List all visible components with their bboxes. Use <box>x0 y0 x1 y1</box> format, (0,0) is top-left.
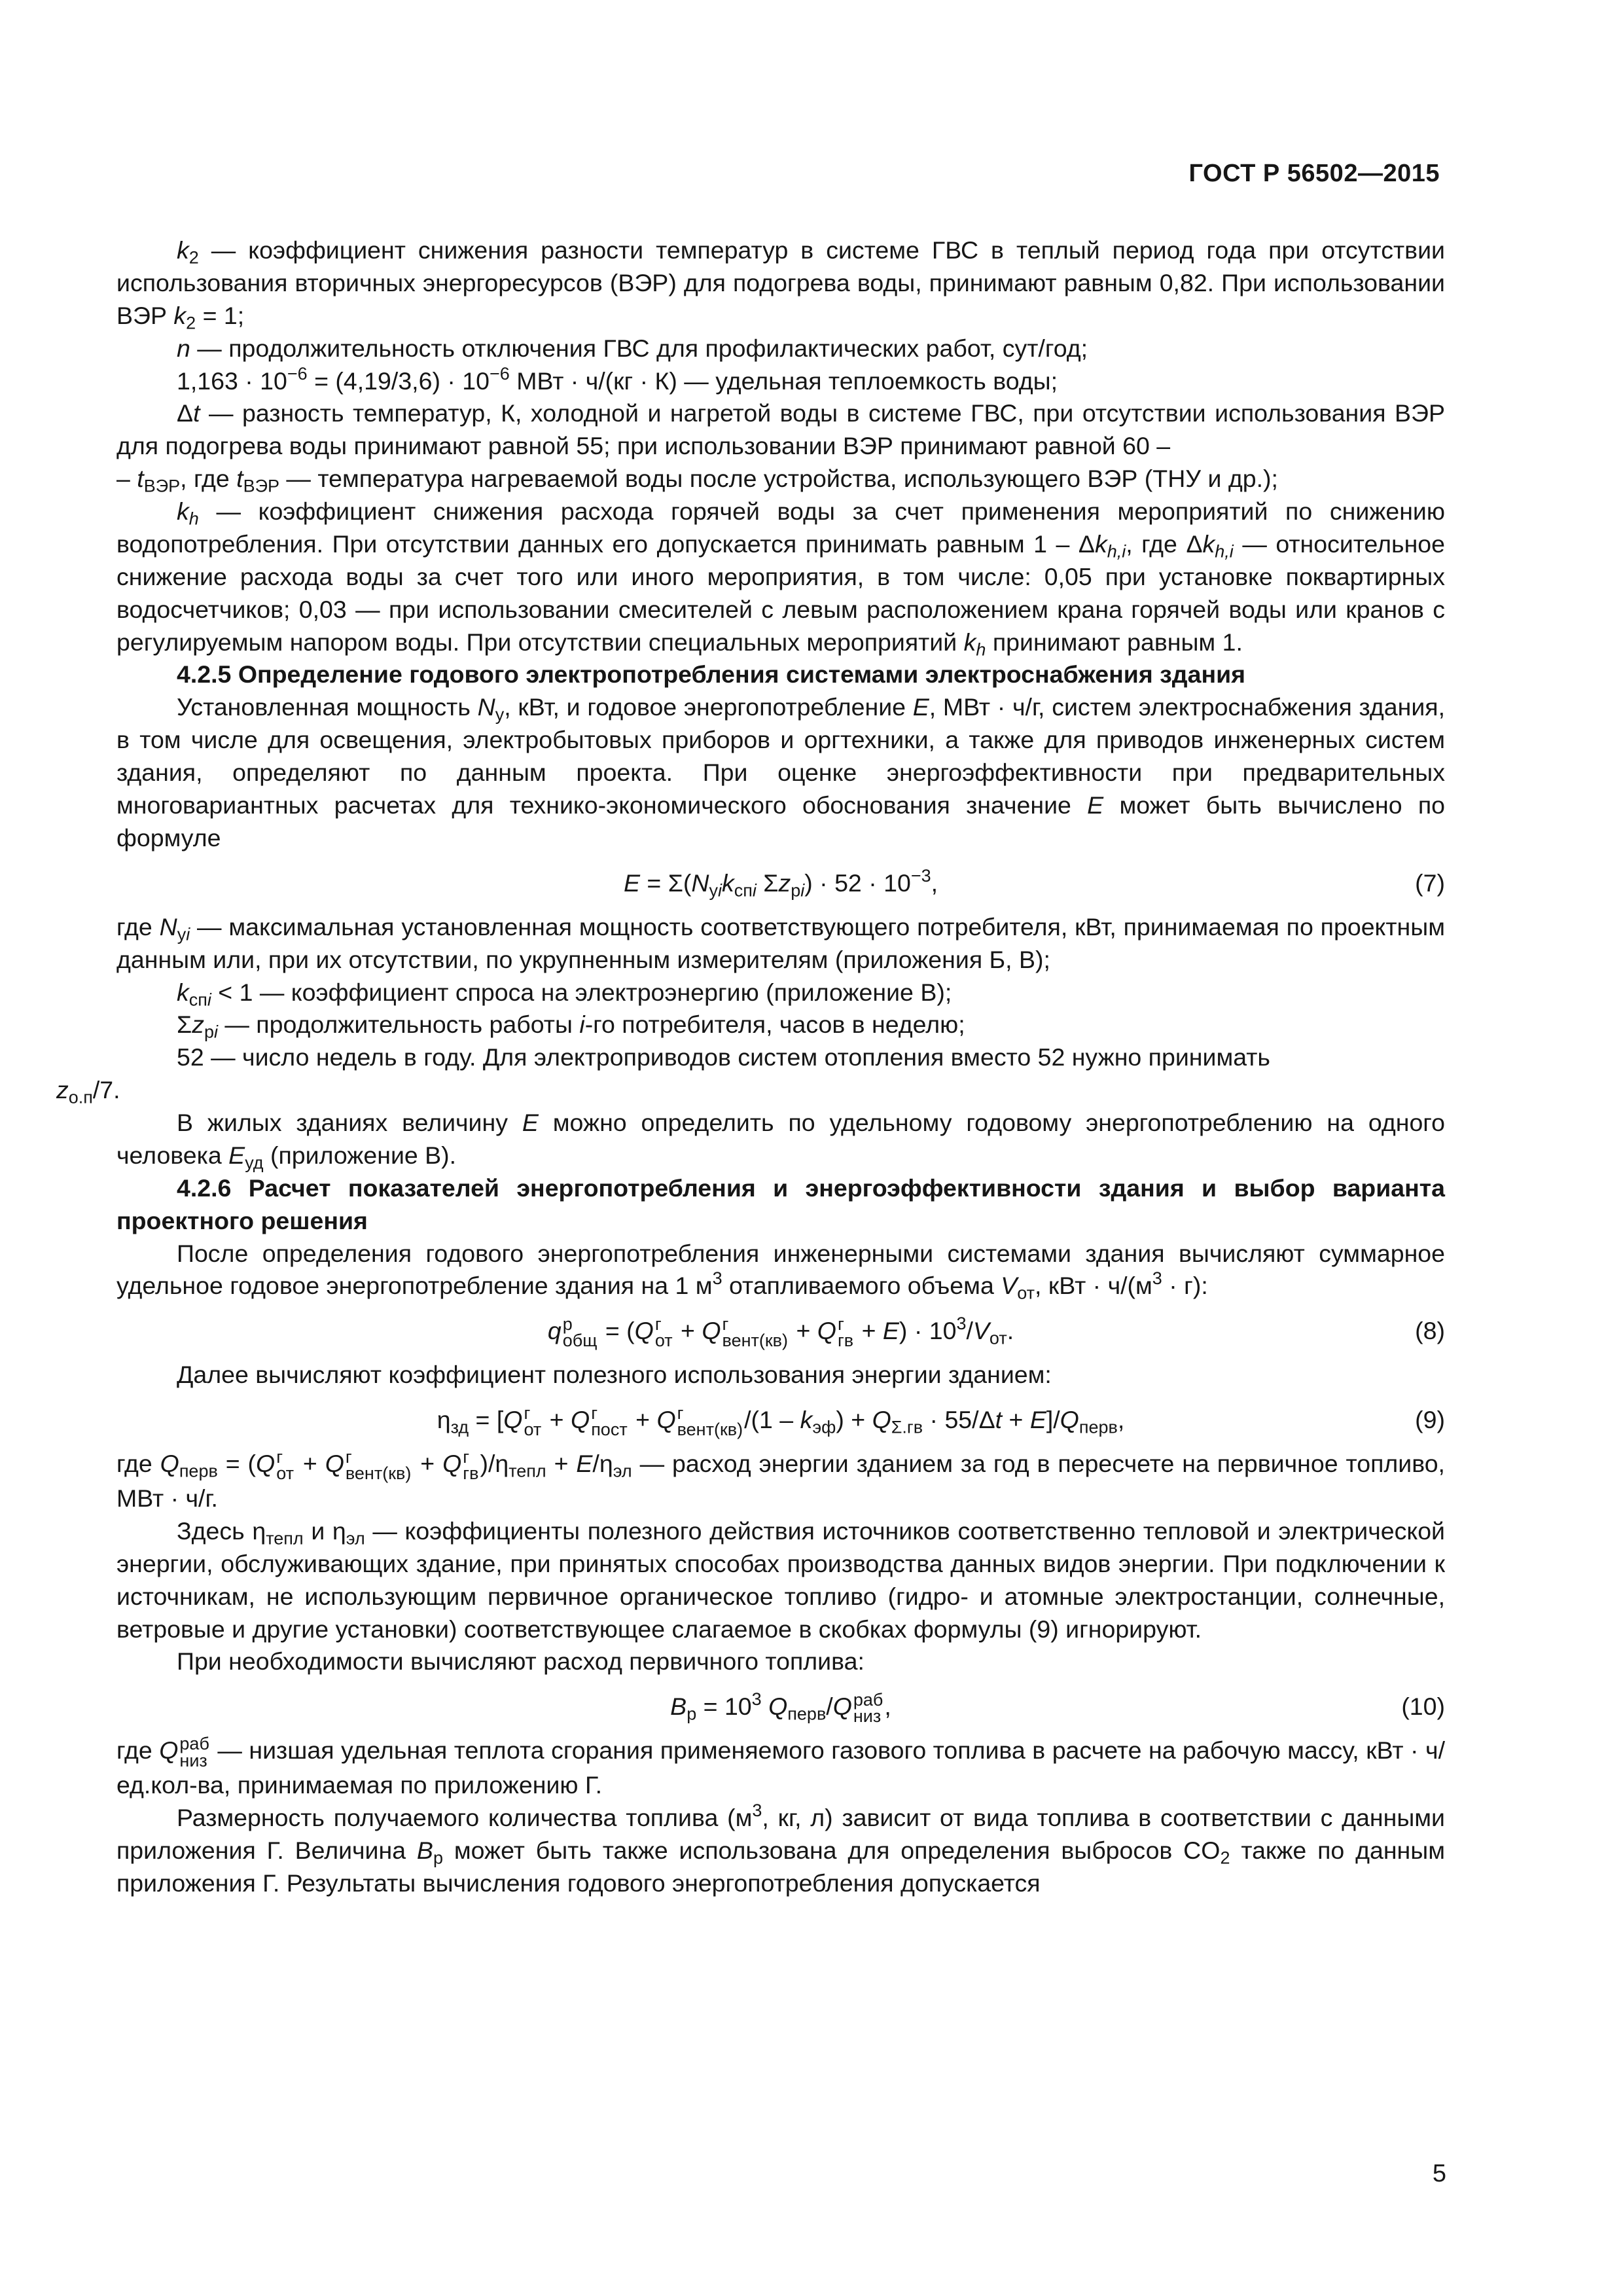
page-number: 5 <box>1432 2160 1446 2187</box>
paragraph-qniz: где Q раб низ — низшая удельная теплота сгорания применяемого газового топлива в расчете на рабочую массу, кВт · ч/ед.кол-ва, принимаемая по приложению Г. <box>116 1733 1445 1799</box>
qniz-b: — низшая удельная теплота сгорания применяемого газового топлива в расчете на рабочую массу, кВт · ч/ед.кол-ва, принимаемая по приложению Г. <box>116 1736 1445 1799</box>
k2-text: — коэффициент снижения разности температур в системе ГВС в теплый период года при отсутствии использования вторичных энергоресурсов (ВЭР) для подогрева воды, принимают равным 0,82. При использовании ВЭР <box>116 236 1445 329</box>
kh-a: — коэффициент снижения расхода горячей воды за счет применения мероприятий по снижению водопотребления. При отсутствии данных его допускается принимать равным 1 – <box>116 497 1446 558</box>
formula-8-body: q р общ = (Q г от + Q г вент(кв) + Q г гв + $E) \cdot 10^3/V_{от}$. <box>547 1314 1014 1351</box>
delta-t-d: — температура нагреваемой воды после устройства, использующего ВЭР (ТНУ и др.); <box>279 465 1278 493</box>
qperv-b: — расход энергии зданием за год в пересчете на первичное топливо, МВт · ч/г. <box>116 1450 1445 1513</box>
paragraph-residential: В жилых зданиях величину E можно определить по удельному годовому энергопотреблению на одного человека $E_{уд}$ (приложение В). <box>116 1109 1446 1173</box>
last-c: может быть также использована для определения выбросов CO <box>454 1836 1221 1864</box>
paragraph-n: n — продолжительность отключения ГВС для профилактических работ, сут/год; <box>177 334 1088 362</box>
summary-c: кВт · ч/(м <box>1048 1272 1152 1300</box>
heat-capacity-c: МВт · ч/(кг · К) — удельная теплоемкость воды; <box>509 367 1058 395</box>
document-header-standard-number: ГОСТ Р 56502—2015 <box>1188 160 1440 187</box>
paragraph-where-nyi: где $N_{уi}$ — максимальная установленная мощность соответствующего потребителя, кВт, принимаемая по проектным данным или, при их отсутствии, по укрупненным измерителям (приложения Б, В); <box>116 912 1445 973</box>
kspi-text: < 1 — коэффициент спроса на электроэнергию (приложение В); <box>218 978 952 1006</box>
power-a: Установленная мощность <box>177 693 471 721</box>
delta-t-dash: – <box>116 465 137 493</box>
paragraph-heat-capacity <box>116 365 1445 398</box>
paragraph-installed-power: Установленная мощность $N_у$, кВт, и годовое энергопотребление E, МВт · ч/г, систем электроснабжения здания, в том числе для освещения, электробытовых приборов и оргтехники, а также для приводов инженерных систем здания, определяют по данным проекта. При оценке энергоэффективности при предварительных многовариантных расчетах для технико-экономического обоснования значение E может быть вычислено по формуле <box>116 693 1445 852</box>
where-nyi-b: — максимальная установленная мощность соответствующего потребителя, кВт, принимаемая по проектным данным или, при их отсутствии, по укрупненным измерителям (приложения Б, В); <box>116 912 1445 973</box>
paragraph-kh: $k_h$ — коэффициент снижения расхода горячей воды за счет применения мероприятий по снижению водопотребления. При отсутствии данных его допускается принимать равным $1 - \Delta k_{h,i}$, где $\Delta k_{h,i}$ — относительное снижение расхода воды за счет того или иного мероприятия, в том числе: 0,05 при установке поквартирных водосчетчиков; 0,03 — при использовании смесителей с левым расположением крана горячей воды или кранов с регулируемым напором воды. При отсутствии специальных мероприятий $k_h$ принимают равным 1. <box>116 497 1446 660</box>
paragraph-qperv: где $Q_{перв} = (Q$ г от + Q г вент(кв) + Q г гв )$/\eta_{тепл} + E/\eta_{эл}$ — расход энергии зданием за год в пересчете на первичное топливо, МВт · ч/г. <box>116 1446 1445 1513</box>
res-b: можно определить по удельному годовому энергопотреблению на одного человека <box>116 1109 1446 1169</box>
formula-10-number: (10) <box>1401 1693 1445 1721</box>
power-d: может быть вычислено по формуле <box>116 791 1445 852</box>
qniz-a: где <box>116 1736 152 1765</box>
formula-8 <box>116 1312 1445 1350</box>
exp-1: −6 <box>287 363 308 384</box>
paragraph-kspi: $k_{спi} < 1$ — коэффициент спроса на электроэнергию (приложение В); <box>177 978 952 1010</box>
formula-9-body: $\eta_{зд} = [Q$ г от + Q г пост + Q г вент(кв) $/(1 - k_{эф}) + Q_{\Sigma.гв} \cdot 55/\Delta t + E]/Q_{перв}$, <box>437 1403 1125 1440</box>
paragraph-k2: $k_2$ — коэффициент снижения разности температур в системе ГВС в теплый период года при отсутствии использования вторичных энергоресурсов (ВЭР) для подогрева воды, принимают равным 0,82. При использовании ВЭР $k_2 = 1$; <box>116 236 1445 333</box>
last-a: Размерность получаемого количества топлива (м <box>177 1804 753 1832</box>
summary-d: · г): <box>1162 1272 1208 1300</box>
qperv-a: где <box>116 1450 152 1478</box>
section-heading-4-2-5: 4.2.5 Определение годового электропотребления системами электроснабжения здания <box>177 660 1246 689</box>
document-body <box>56 234 1446 1900</box>
zpi-a: — продолжительность работы <box>224 1011 573 1039</box>
exp-2: −6 <box>489 363 510 384</box>
formula-8-number: (8) <box>1415 1317 1445 1345</box>
paragraph-zpi: $\Sigma z_{рi}$ — продолжительность работы i-го потребителя, часов в неделю; <box>177 1011 965 1042</box>
paragraph-fuel-intro: При необходимости вычисляют расход первичного топлива: <box>177 1647 865 1676</box>
where-nyi-a: где <box>116 912 152 941</box>
weeks-b: /7. <box>92 1076 120 1104</box>
formula-7-body: $E = \Sigma(N_{уi}k_{спi}$ $\Sigma z_{рi}) \cdot 52 \cdot 10^{-3}$, <box>623 865 938 901</box>
delta-t-c: , где <box>180 465 237 493</box>
paragraph-weeks: 52 — число недель в году. Для электроприводов систем отопления вместо 52 нужно принимать $z_{о.п}/7$. <box>56 1043 1270 1107</box>
heat-capacity-a: 1,163 · 10 <box>177 367 287 395</box>
last-b: , кг, л) зависит от вида топлива в соответствии с данными приложения Г. Величина <box>116 1804 1445 1864</box>
formula-10-body: $B_р = 10^3$ $Q_{перв}/Q$ раб низ , <box>670 1689 891 1727</box>
formula-7-number: (7) <box>1415 869 1445 897</box>
formula-7 <box>116 864 1445 902</box>
last-d: также по данным приложения Г. Результаты вычисления годового энергопотребления допускается <box>116 1836 1445 1897</box>
weeks-a: 52 — число недель в году. Для электроприводов систем отопления вместо 52 нужно принимать <box>177 1043 1270 1071</box>
summary-b: отапливаемого объема <box>722 1272 994 1300</box>
kh-c: — относительное снижение расхода воды за счет того или иного мероприятия, в том числе: 0,05 при установке поквартирных водосчетчиков; 0,03 — при использовании смесителей с левым расположением крана горячей воды или кранов с регулируемым напором воды. При отсутствии специальных мероприятий <box>116 529 1446 656</box>
formula-9 <box>116 1401 1445 1439</box>
t-ver-sub-1: ВЭР <box>143 476 181 496</box>
n-text: — продолжительность отключения ГВС для профилактических работ, сут/год; <box>197 334 1088 362</box>
power-c: , МВт · ч/г, систем электроснабжения здания, в том числе для освещения, электробытовых приборов и оргтехники, а также для приводов инженерных систем здания, определяют по данным проекта. При оценке энергоэффективности при предварительных многовариантных расчетах для технико-экономического обоснования значение <box>116 693 1445 819</box>
zpi-b: -го потребителя, часов в неделю; <box>584 1011 965 1039</box>
power-b: , кВт, и годовое энергопотребление <box>504 693 906 721</box>
k2-tail: = 1; <box>202 301 245 329</box>
t-ver-sub-2: ВЭР <box>243 476 279 496</box>
section-heading-4-2-6: 4.2.6 Расчет показателей энергопотребления и энергоэффективности здания и выбор варианта проектного решения <box>116 1174 1445 1234</box>
res-c: (приложение В). <box>270 1141 457 1169</box>
formula-10 <box>116 1687 1445 1725</box>
summary-a: После определения годового энергопотребления инженерными системами здания вычисляют суммарное удельное годовое энергопотребление здания на 1 м <box>116 1239 1445 1300</box>
formula-9-number: (9) <box>1415 1406 1445 1434</box>
kh-b: , где <box>1126 529 1177 558</box>
paragraph-fuel-dimension: Размерность получаемого количества топлива ($м^3$, кг, л) зависит от вида топлива в соответствии с данными приложения Г. Величина $B_р$ может быть также использована для определения выбросов $CO_2$ также по данным приложения Г. Результаты вычисления годового энергопотребления допускается <box>116 1801 1445 1897</box>
delta-t-a: — разность температур, К, холодной и нагретой воды в системе ГВС, при отсутствии использования ВЭР для подогрева воды принимают равной 55; при использовании ВЭР принимают равной 60 – <box>116 399 1445 460</box>
paragraph-efficiency: Здесь $\eta_{тепл}$ и $\eta_{эл}$ — коэффициенты полезного действия источников соответственно тепловой и электрической энергии, обслуживающих здание, при принятых способах производства данных видов энергии. При подключении к источникам, не использующим первичное органическое топливо (гидро- и атомные электростанции, солнечные, ветровые и другие установки) соответствующее слагаемое в скобках формулы (9) игнорируют. <box>116 1516 1445 1643</box>
paragraph-delta-t: Δt — разность температур, К, холодной и нагретой воды в системе ГВС, при отсутствии использования ВЭР для подогрева воды принимают равной 55; при использовании ВЭР принимают равной 60 – – $t_{ВЭР}$, где $t_{ВЭР}$ — температура нагреваемой воды после устройства, использующего ВЭР (ТНУ и др.); <box>116 399 1445 496</box>
here-c: — коэффициенты полезного действия источников соответственно тепловой и электрической энергии, обслуживающих здание, при принятых способах производства данных видов энергии. При подключении к источникам, не использующим первичное органическое топливо (гидро- и атомные электростанции, солнечные, ветровые и другие установки) соответствующее слагаемое в скобках формулы (9) игнорируют. <box>116 1516 1445 1643</box>
kh-d: принимают равным 1. <box>992 628 1243 656</box>
paragraph-summary-consumption: После определения годового энергопотребления инженерными системами здания вычисляют суммарное удельное годовое энергопотребление здания на 1 $м^3$ отапливаемого объема $V_{от}$, кВт · $ч/(м^3 \cdot г)$: <box>116 1239 1445 1303</box>
here-a: Здесь <box>177 1516 245 1545</box>
heat-capacity-b: = (4,19/3,6) · 10 <box>307 367 490 395</box>
res-a: В жилых зданиях величину <box>177 1109 508 1136</box>
here-b: и <box>311 1516 325 1545</box>
paragraph-kpd-intro: Далее вычисляют коэффициент полезного использования энергии зданием: <box>177 1361 1052 1389</box>
